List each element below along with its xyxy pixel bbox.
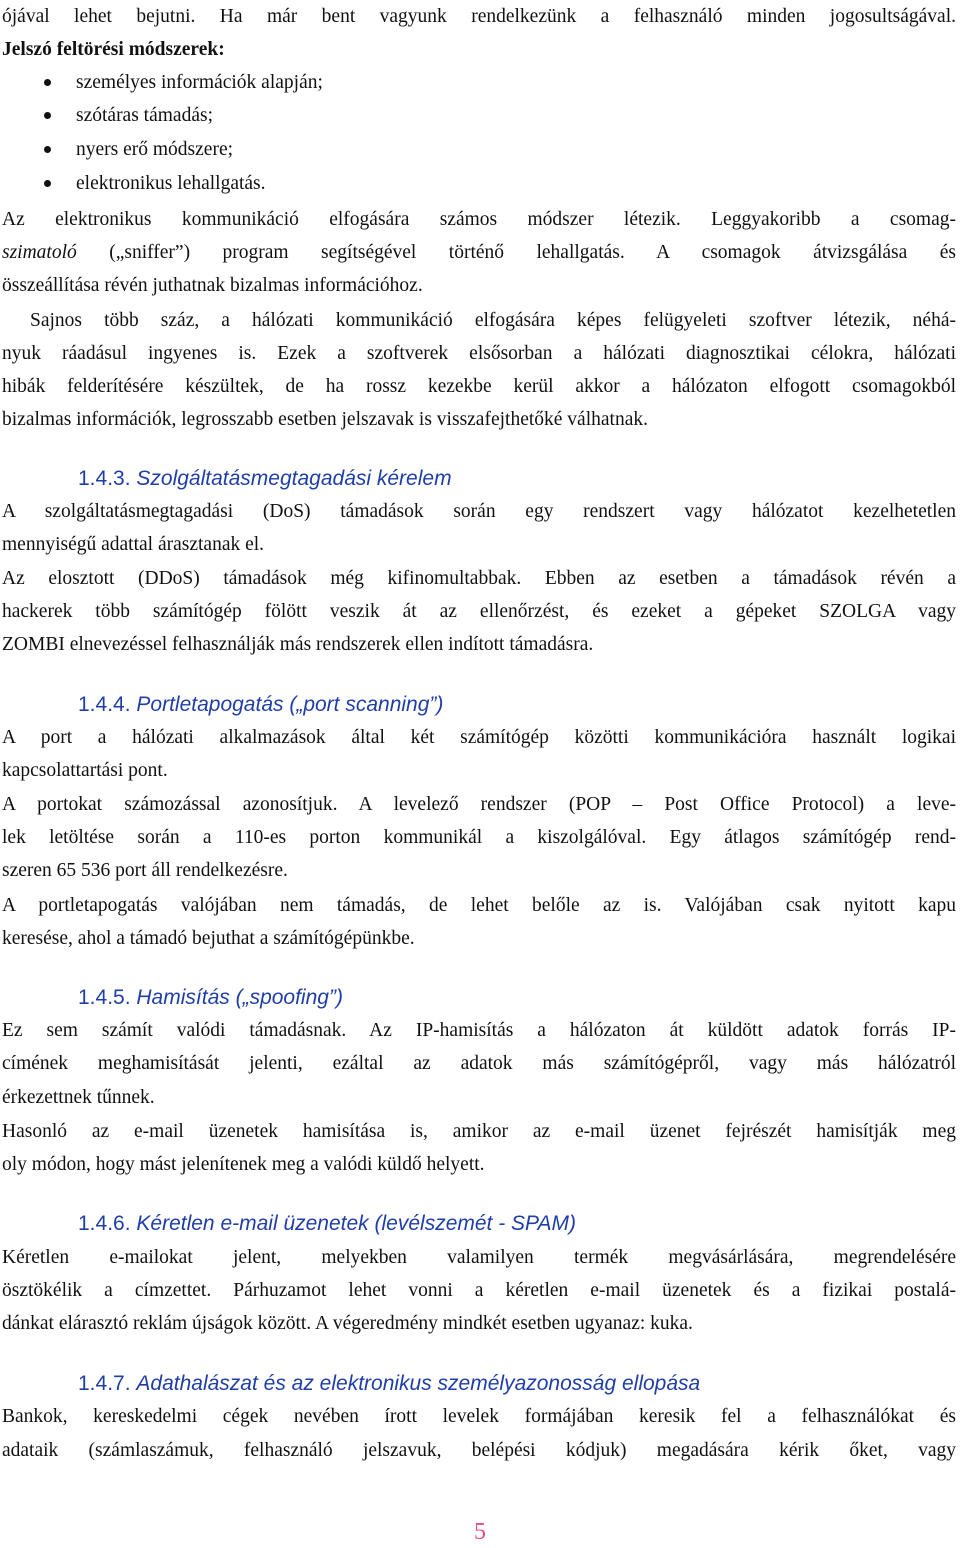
- list-item-text: elektronikus lehallgatás.: [76, 173, 266, 194]
- intro-line-0: ójával lehet bejutni. Ha már bent vagyunk rendelkezünk a felhasználó minden jogosultságával.: [2, 6, 956, 27]
- list-item-text: nyers erő módszere;: [76, 139, 234, 160]
- bullet-icon: [44, 112, 51, 119]
- section-number: 1.4.3.: [78, 467, 131, 490]
- list-item: [76, 99, 876, 132]
- paragraph-line: Hasonló az e-mail üzenetek hamisítása is, amikor az e-mail üzenet fejrészét hamisítják meg: [2, 1121, 956, 1142]
- list-item: [76, 66, 876, 99]
- paragraph-line: hackerek több számítógép fölött veszik át az ellenőrzést, és ezeket a gépeket SZOLGA vagy: [2, 601, 956, 622]
- bullet-icon: [44, 180, 51, 187]
- section-number: 1.4.7.: [78, 1372, 131, 1395]
- paragraph-line: A portokat számozással azonosítjuk. A levelező rendszer (POP – Post Office Protocol) a leve-: [2, 794, 956, 815]
- paragraph-line: összeállítása révén juthatnak bizalmas információhoz.: [2, 275, 423, 296]
- paragraph-line: érkezettnek tűnnek.: [2, 1087, 155, 1108]
- section-title: Kéretlen e-mail üzenetek (levélszemét - SPAM): [136, 1212, 576, 1235]
- section-heading: [78, 462, 958, 495]
- paragraph-line: A portletapogatás valójában nem támadás, de lehet belőle az is. Valójában csak nyitott kapu: [2, 895, 956, 916]
- paragraph-text: („sniffer”) program segítségével történő lehallgatás. A csomagok átvizsgálása és: [76, 242, 956, 263]
- paragraph-line: A port a hálózati alkalmazások által két számítógép közötti kommunikációra használt logikai: [2, 727, 956, 748]
- paragraph-line: dánkat elárasztó reklám újságok között. A végeredmény mindkét esetben ugyanaz: kuka.: [2, 1313, 693, 1334]
- paragraph-line: bizalmas információk, legrosszabb esetben jelszavak is visszafejthetőké válhatnak.: [2, 409, 648, 430]
- paragraph-line: A szolgáltatásmegtagadási (DoS) támadások során egy rendszert vagy hálózatot kezelhetetlen: [2, 501, 956, 522]
- paragraph-line: [2, 236, 956, 269]
- paragraph-line: keresése, ahol a támadó bejuthat a számítógépünkbe.: [2, 928, 415, 949]
- paragraph-line: ZOMBI elnevezéssel felhasználják más rendszerek ellen indított támadásra.: [2, 634, 594, 655]
- list-item-text: szótáras támadás;: [76, 105, 213, 126]
- bullet-icon: [44, 146, 51, 153]
- paragraph-line: adataik (számlaszámuk, felhasználó jelszavuk, belépési kódjuk) megadására kérik őket, vagy: [2, 1440, 956, 1461]
- paragraph-line: szeren 65 536 port áll rendelkezésre.: [2, 860, 288, 881]
- section-title: Adathalászat és az elektronikus személyazonosság ellopása: [136, 1372, 701, 1395]
- section-heading: [78, 1207, 958, 1240]
- section-title: Portletapogatás („port scanning”): [136, 693, 444, 716]
- paragraph-line: Az elektronikus kommunikáció elfogására számos módszer létezik. Leggyakoribb a csomag-: [2, 209, 956, 230]
- italic-term: szimatoló: [2, 242, 77, 263]
- section-heading: [78, 981, 958, 1014]
- paragraph-line: Sajnos több száz, a hálózati kommunikáció elfogására képes felügyeleti szoftver létezik, néhá-: [30, 310, 956, 331]
- paragraph-line: nyuk ráadásul ingyenes is. Ezek a szoftverek elsősorban a hálózati diagnosztikai célokra, hálózati: [2, 343, 956, 364]
- section-title: Hamisítás („spoofing”): [136, 986, 343, 1009]
- paragraph-line: oly módon, hogy mást jelenítenek meg a valódi küldő helyett.: [2, 1154, 485, 1175]
- section-number: 1.4.6.: [78, 1212, 131, 1235]
- paragraph-line: Az elosztott (DDoS) támadások még kifinomultabbak. Ebben az esetben a támadások révén a: [2, 568, 956, 589]
- section-number: 1.4.4.: [78, 693, 131, 716]
- section-heading: [78, 1367, 958, 1400]
- paragraph-line: ösztökélik a címzettet. Párhuzamot lehet vonni a kéretlen e-mail üzenetek és a fizikai postalá-: [2, 1280, 956, 1301]
- paragraph-line: lek letöltése során a 110-es porton kommunikál a kiszolgálóval. Egy átlagos számítógép rend-: [2, 827, 956, 848]
- paragraph-line: kapcsolattartási pont.: [2, 760, 168, 781]
- paragraph-line: címének meghamisítását jelenti, ezáltal az adatok más számítógépről, vagy más hálózatról: [2, 1053, 956, 1074]
- paragraph-line: Bankok, kereskedelmi cégek nevében írott levelek formájában keresik fel a felhasználókat és: [2, 1406, 956, 1427]
- paragraph-line: mennyiségű adattal árasztanak el.: [2, 534, 265, 555]
- list-item: [76, 167, 876, 200]
- section-number: 1.4.5.: [78, 986, 131, 1009]
- paragraph-line: hibák felderítésére készültek, de ha rossz kezekbe kerül akkor a hálózaton elfogott csomagokból: [2, 376, 956, 397]
- list-item-text: személyes információk alapján;: [76, 72, 323, 93]
- methods-title: Jelszó feltörési módszerek:: [2, 39, 225, 60]
- bullet-icon: [44, 79, 51, 86]
- paragraph-line: Ez sem számít valódi támadásnak. Az IP-hamisítás a hálózaton át küldött adatok forrás IP-: [2, 1020, 956, 1041]
- section-heading: [78, 688, 958, 721]
- page-number: 5: [474, 1519, 486, 1545]
- list-item: [76, 133, 876, 166]
- section-title: Szolgáltatásmegtagadási kérelem: [136, 467, 452, 490]
- paragraph-line: Kéretlen e-mailokat jelent, melyekben valamilyen termék megvásárlására, megrendelésére: [2, 1247, 956, 1268]
